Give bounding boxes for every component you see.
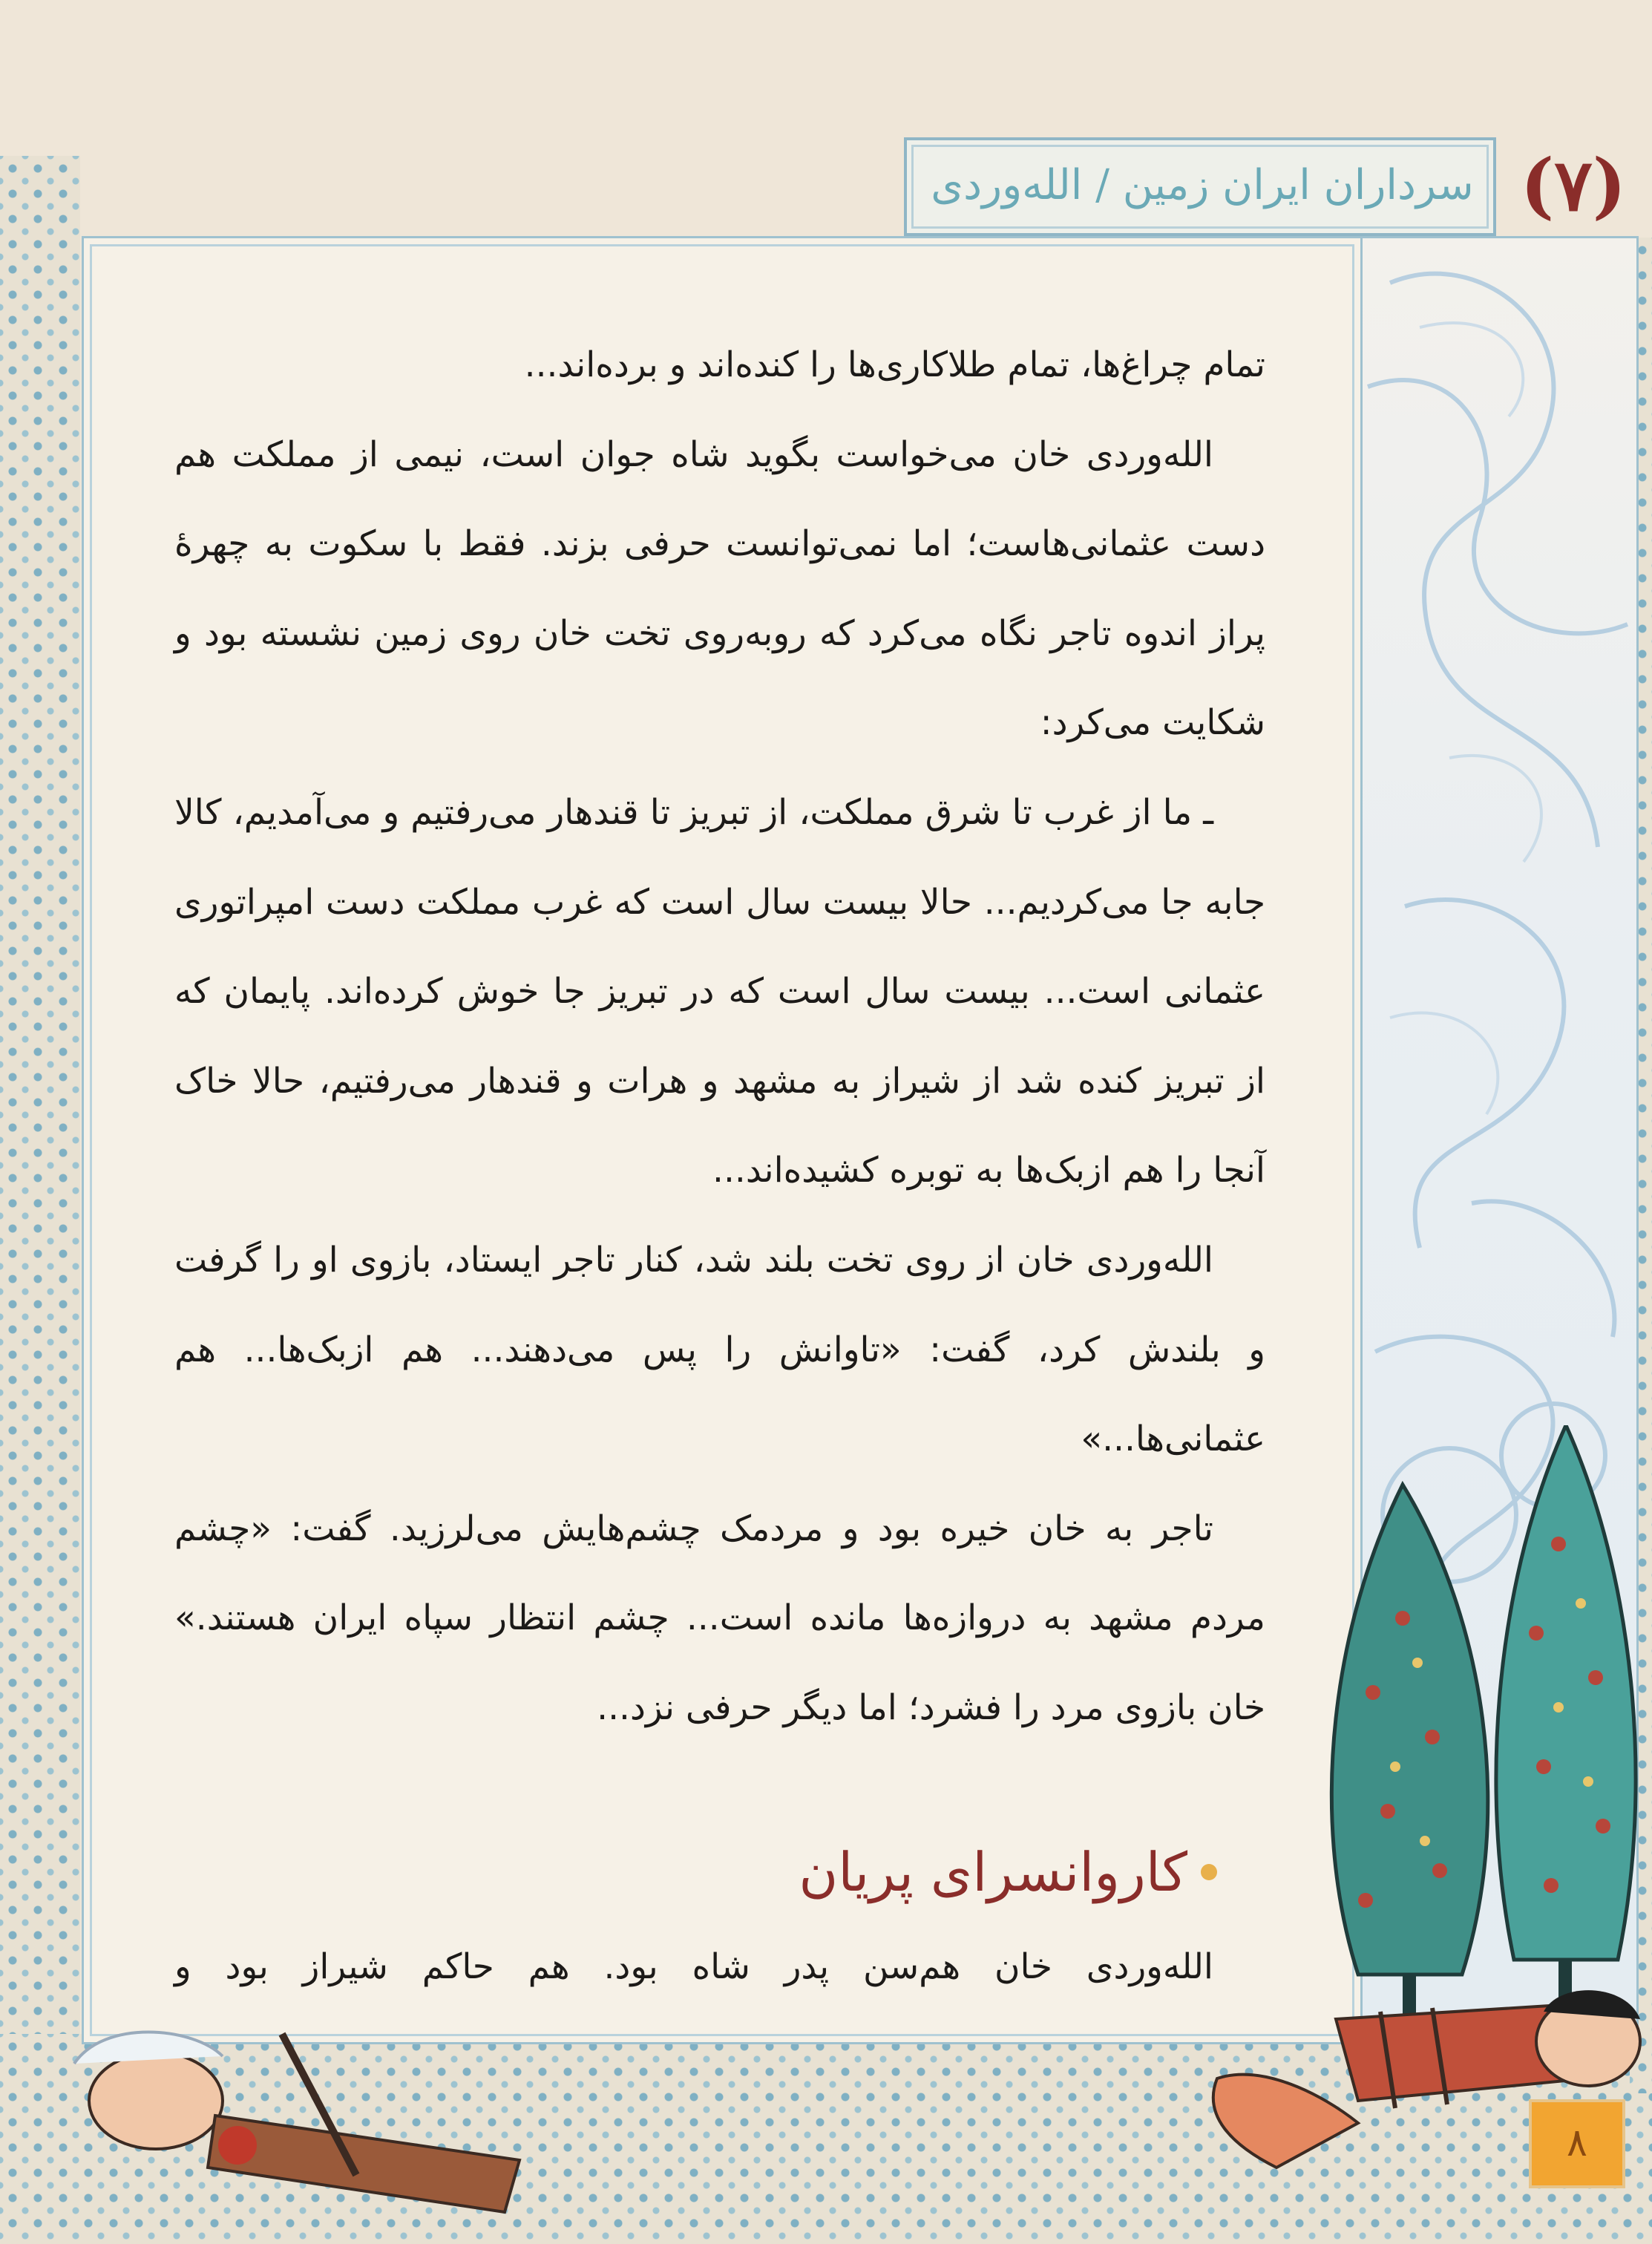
section-heading (727, 1841, 1217, 1937)
header-title: سرداران ایران زمین / الله‌وردی (931, 161, 1474, 209)
left-pattern-border (0, 156, 80, 2244)
paragraph: تاجر به خان خیره بود و مردمک چشم‌هایش می‌لرزید. گفت: «چشم مردم مشهد به دروازه‌ها مانده است... چشم انتظار سپاه ایران هستند.» خان بازوی مرد را فشرد؛ اما دیگر حرفی نزد... (174, 1508, 1265, 1728)
page-number: ۸ (1529, 2099, 1625, 2188)
bullet-dot-icon (1201, 1864, 1217, 1880)
section-heading-text: کاروانسرای پریان (799, 1841, 1187, 1903)
paragraph: الله‌وردی خان از روی تخت بلند شد، کنار تاجر ایستاد، بازوی او را گرفت و بلندش کرد، گفت: «تاوانش را پس می‌دهند... هم ازبک‌ها... هم عثمانی‌ها...» (174, 1239, 1265, 1460)
chapter-number: (۷) (1520, 143, 1627, 227)
paragraph: تمام چراغ‌ها، تمام طلاکاری‌ها را کنده‌اند و برده‌اند... (524, 344, 1265, 385)
section-first-line: الله‌وردی خان هم‌سن پدر شاه بود. هم حاکم شیراز بود و (174, 1946, 1213, 1987)
paragraph: الله‌وردی خان می‌خواست بگوید شاه جوان است، نیمی از مملکت هم دست عثمانی‌هاست؛ اما نمی‌توانست حرفی بزند. فقط با سکوت به چهرهٔ پراز اندوه تاجر نگاه می‌کرد که روبه‌روی تخت خان روی زمین نشسته بود و شکایت می‌کرد: (174, 434, 1265, 744)
left-figure-illustration (45, 2004, 609, 2227)
body-text (174, 321, 1265, 1753)
paragraph: ـ ما از غرب تا شرق مملکت، از تبریز تا قندهار می‌رفتیم و می‌آمدیم، کالا جابه جا می‌کردیم... حالا بیست سال است که غرب مملکت دست امپراتوری عثمانی است... بیست سال است که در تبریز جا خوش کرده‌اند. پایمان که از تبریز کنده شد از شیراز به مشهد و هرات و قندهار می‌رفتیم، حالا خاک آنجا را هم ازبک‌ها به توبره کشیده‌اند... (174, 791, 1265, 1191)
